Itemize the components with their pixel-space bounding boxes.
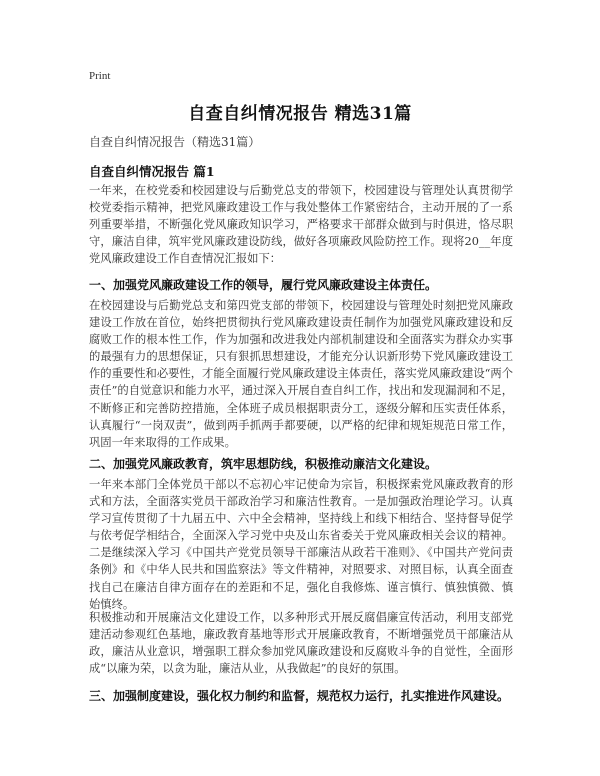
section-heading-2: 二、加强党风廉政教育，筑牢思想防线，积极推动廉洁文化建设。 (89, 457, 438, 471)
article-title: 自查自纠情况报告 篇1 (89, 164, 215, 179)
document-subtitle: 自查自纠情况报告（精选31篇） (89, 135, 261, 149)
paragraph-section-1: 在校园建设与后勤党总支和第四党支部的带领下，校园建设与管理处时刻把党风廉政建设工作放在首位，始终把贯彻执行党风廉政建设责任制作为加强党风廉政建设和反腐败工作的根本性工作，作为加强和改进我处内部机制建设和全面落实为群众办实事的最强有力的思想保证，只有狠抓思想建设，才能充分认识新形势下党风廉政建设工作的重要性和必要性，才能全面履行党风廉政建设主体责任，落实党风廉政建设“两个责任”的自觉意识和能力水平，通过深入开展自查自纠工作，找出和发现漏洞和不足，不断修正和完善防控措施，全体班子成员根据职责分工，逐级分解和压实责任体系，认真履行“一岗双责”，做到两手抓两手都要硬，以严格的纪律和规矩规范日常工作，巩固一年来取得的工作成果。 (89, 299, 513, 449)
section-heading-1: 一、加强党风廉政建设工作的领导，履行党风廉政建设主体责任。 (89, 278, 438, 292)
print-label[interactable]: Print (89, 70, 111, 82)
section-heading-3: 三、加强制度建设，强化权力制约和监督，规范权力运行，扎实推进作风建设。 (89, 689, 510, 703)
paragraph-section-2a: 一年来本部门全体党员干部以不忘初心牢记使命为宗旨，积极探索党风廉政教育的形式和方法，全面落实党员干部政治学习和廉洁性教育。一是加强政治理论学习。认真学习宣传贯彻了十九届五中、六中全会精神，坚持线上和线下相结合、坚持督导促学与依考促学相结合，全面深入学习党中央及山东省委关于党风廉政相关会议的精神。二是继续深入学习《中国共产党党员领导干部廉洁从政若干准则》、《中国共产党问责条例》和《中华人民共和国监察法》等文件精神，对照要求、对照目标，认真全面查找自己在廉洁自律方面存在的差距和不足，强化自我修炼、谨言慎行、慎独慎微、慎始慎终。 (89, 478, 513, 611)
paragraph-section-2b: 积极推动和开展廉洁文化建设工作，以多种形式开展反腐倡廉宣传活动，利用支部党建活动参观红色基地，廉政教育基地等形式开展廉政教育，不断增强党员干部廉洁从政，廉洁从业意识，增强职工群众参加党风廉政建设和反腐败斗争的自觉性，全面形成“以廉为荣，以贪为耻，廉洁从业，从我做起”的良好的氛围。 (89, 611, 513, 676)
paragraph-intro: 一年来，在校党委和校园建设与后勤党总支的带领下，校园建设与管理处认真贯彻学校党委指示精神，把党风廉政建设工作与我处整体工作紧密结合，主动开展的了一系列重要举措，不断强化党风廉政知识学习，严格要求干部群众做到与时俱进，恪尽职守，廉洁自律，筑牢党风廉政建设防线，做好各项廉政风险防控工作。现将20__年度党风廉政建设工作自查情况汇报如下： (89, 184, 513, 266)
page-title: 自查自纠情况报告 精选31篇 (188, 104, 412, 124)
